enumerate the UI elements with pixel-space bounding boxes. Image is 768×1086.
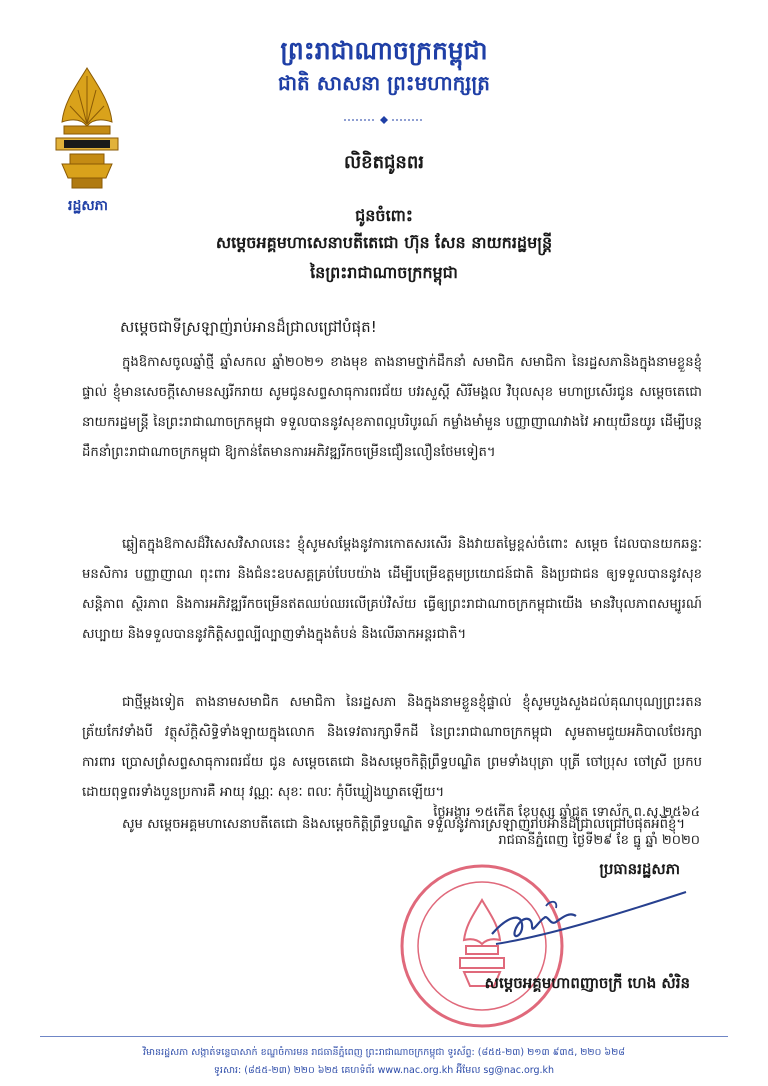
footer-address: វិមានរដ្ឋសភា សង្កាត់ទន្លេបាសាក់ ខណ្ឌចំការមន រាជធានីភ្នំពេញ ព្រះរាជាណាចក្រកម្ពុជា ទូរស័ព្ទ: (៨៥៥-២៣) ២១៣ ៩៣៥, ២២០ ៦២៨ [143, 1047, 625, 1058]
salutation: សម្តេចជាទីស្រឡាញ់រាប់អានដ៏ជ្រាលជ្រៅបំផុត! [120, 318, 377, 336]
paragraph-4: សូម សម្តេចអគ្គមហាសេនាបតីតេជោ និងសម្តេចកិត្តិព្រឹទ្ធបណ្ឌិត ទទួលនូវការស្រឡាញ់រាប់អានដ៏ជ្រាលជ្រៅបំផុតអំពីខ្ញុំ។ [122, 817, 686, 832]
footer-contact: ទូរសារ: (៨៥៥-២៣) ២២០ ៦២៥ គេហទំព័រ www.nac.org.kh អ៊ីមែល sg@nac.org.kh [213, 1065, 555, 1076]
letter-title: លិខិតជូនពរ [344, 152, 424, 173]
signer-name: សម្តេចអគ្គមហាពញាចក្រី ហេង សំរិន [484, 974, 690, 992]
signer-title: ប្រធានរដ្ឋសភា [599, 860, 680, 878]
lunar-date: ថ្ងៃអង្គារ ១៥កើត ខែបុស្ស ឆ្នាំជូត ទោស័ក ព.ស.២៥៦៤ [433, 805, 700, 820]
assembly-label: រដ្ឋសភា [68, 198, 108, 214]
paragraph-1: ក្នុងឱកាសចូលឆ្នាំថ្មី ឆ្នាំសកល ឆ្នាំ២០២១ ខាងមុខ តាងនាមថ្នាក់ដឹកនាំ សមាជិក សមាជិកា នៃរដ្ឋសភានិងក្នុងនាមខ្លួនខ្ញុំផ្ទាល់ ខ្ញុំមានសេចក្តីសោមនស្សរីករាយ សូមជូនសព្ទសាធុការពរជ័យ បវរសួស្តី សិរីមង្គល វិបុលសុខ មហាប្រសើរជូន សម្តេចតេជោ នាយករដ្ឋមន្ត្រី នៃព្រះរាជាណាចក្រកម្ពុជា ទទួលបាននូវសុខភាពល្អបរិបូរណ៍ កម្លាំងមាំមួន បញ្ញាញាណវាងវៃ អាយុយឺនយូរ ដើម្បីបន្តដឹកនាំព្រះរាជាណាចក្រកម្ពុជា ឱ្យកាន់តែមានការអភិវឌ្ឍរីកចម្រើនជឿនលឿនថែមទៀត។ [82, 355, 702, 460]
divider-ornament [344, 116, 424, 124]
recipient-country: នៃព្រះរាជាណាចក្រកម្ពុជា [310, 263, 458, 282]
national-motto: ជាតិ សាសនា ព្រះមហាក្សត្រ [278, 71, 490, 95]
paragraph-2: ឆ្លៀតក្នុងឱកាសដ៏វិសេសវិសាលនេះ ខ្ញុំសូមសម្តែងនូវការកោតសរសើរ និងវាយតម្លៃខ្ពស់ចំពោះ សម្តេច ដែលបានយកឆន្ទៈ មនសិការ បញ្ញាញាណ ពុះពារ និងជំនះឧបសគ្គគ្រប់បែបយ៉ាង ដើម្បីបម្រើឧត្តមប្រយោជន៍ជាតិ និងប្រជាជន ឲ្យទទួលបាននូវសុខសន្តិភាព ស្ថិរភាព និងការអភិវឌ្ឍរីកចម្រើនឥតឈប់ឈរលើគ្រប់វិស័យ ធ្វើឲ្យព្រះរាជាណាចក្រកម្ពុជាយើង មានវិបុលភាពសម្បូរណ៍សប្បាយ និងទទួលបាននូវកិត្តិសព្ទល្បីល្បាញទាំងក្នុងតំបន់ និងលើឆាកអន្តរជាតិ។ [82, 537, 702, 642]
kingdom-heading: ព្រះរាជាណាចក្រកម្ពុជា [280, 36, 488, 65]
handwritten-signature-icon [486, 882, 692, 962]
addressee-prefix: ជូនចំពោះ [355, 206, 413, 225]
paragraph-3: ជាថ្មីម្តងទៀត តាងនាមសមាជិក សមាជិកា នៃរដ្ឋសភា និងក្នុងនាមខ្លួនខ្ញុំផ្ទាល់ ខ្ញុំសូមបួងសួងដល់គុណបុណ្យព្រះរតនត្រ័យកែវទាំងបី វត្ថុស័ក្តិសិទ្ធិទាំងឡាយក្នុងលោក និងទេវតារក្សាទឹកដី នៃព្រះរាជាណាចក្រកម្ពុជា សូមតាមជួយអភិបាលថែរក្សាការពារ ប្រោសព្រំសព្ទសាធុការពរជ័យ ជូន សម្តេចតេជោ និងសម្តេចកិត្តិព្រឹទ្ធបណ្ឌិត ព្រមទាំងបុត្រា បុត្រី ចៅប្រុស ចៅស្រី ប្រកបដោយពុទ្ធពរទាំងបួនប្រការគឺ អាយុ វណ្ណៈ សុខៈ ពលៈ កុំបីឃ្លៀងឃ្លាតឡើយ។ [82, 695, 702, 800]
footer-divider [40, 1036, 728, 1037]
recipient-name: សម្តេចអគ្គមហាសេនាបតីតេជោ ហ៊ុន សែន នាយករដ្ឋមន្ត្រី [215, 233, 553, 252]
place-and-date: រាជធានីភ្នំពេញ ថ្ងៃទី២៩ ខែ ធ្នូ ឆ្នាំ ២០២០ [498, 833, 700, 848]
